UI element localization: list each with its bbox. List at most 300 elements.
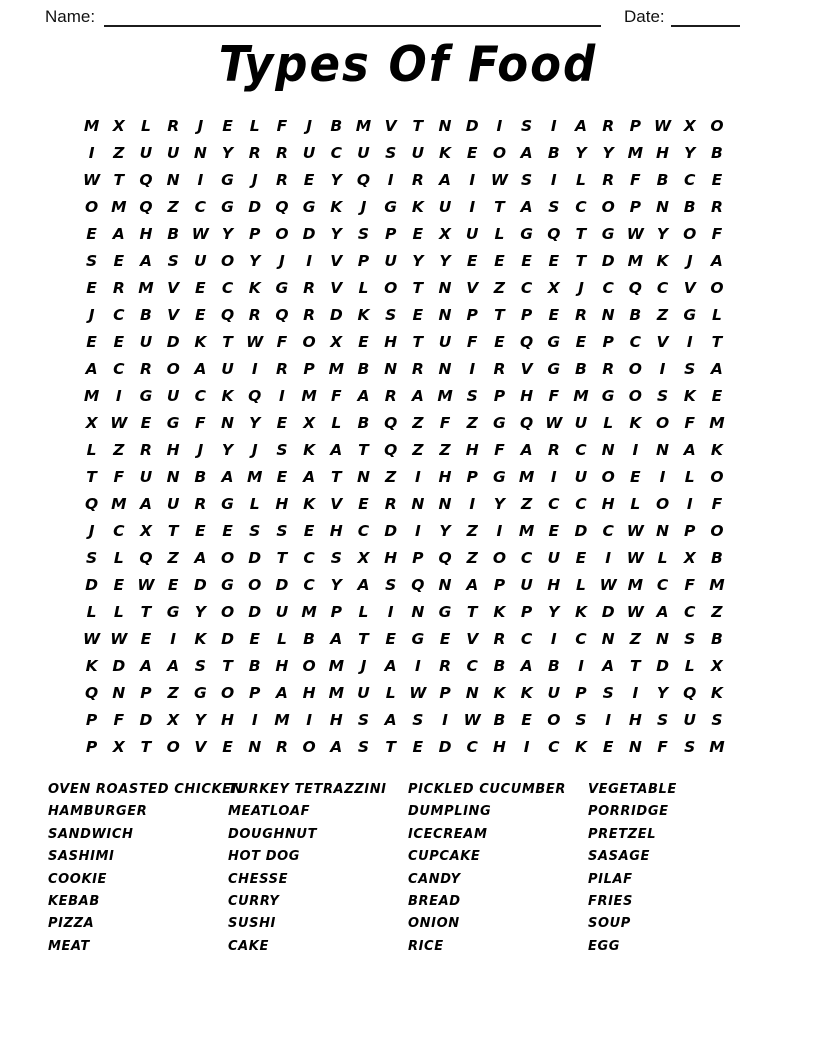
- grid-letter: L: [576, 575, 586, 594]
- grid-letter: Y: [249, 251, 261, 270]
- grid-letter: Q: [411, 575, 425, 594]
- grid-letter: R: [602, 359, 615, 378]
- grid-letter: Q: [356, 170, 371, 189]
- grid-letter: L: [385, 683, 396, 702]
- grid-row: [78, 193, 731, 220]
- grid-letter: H: [492, 737, 506, 756]
- grid-letter: D: [465, 116, 479, 135]
- grid-letter: Y: [602, 143, 614, 162]
- grid-letter: S: [357, 710, 370, 729]
- grid-letter: A: [85, 359, 98, 378]
- grid-letter: Q: [275, 197, 289, 216]
- word-list-column: [588, 779, 768, 958]
- grid-letter: A: [710, 359, 723, 378]
- grid-letter: J: [360, 656, 367, 675]
- grid-letter: M: [627, 575, 644, 594]
- grid-letter: T: [276, 548, 288, 567]
- grid-letter: B: [303, 629, 315, 648]
- grid-letter: R: [493, 629, 506, 648]
- grid-letter: C: [548, 737, 560, 756]
- grid-letter: H: [520, 386, 534, 405]
- grid-letter: S: [357, 737, 370, 756]
- grid-row: [78, 598, 731, 625]
- grid-letter: F: [439, 413, 451, 432]
- grid-letter: F: [113, 710, 125, 729]
- grid-letter: T: [711, 332, 723, 351]
- grid-letter: C: [520, 629, 533, 648]
- grid-letter: G: [221, 197, 234, 216]
- word-item: TURKEY TETRAZZINI: [228, 782, 387, 797]
- grid-letter: I: [550, 629, 557, 648]
- grid-letter: I: [469, 197, 476, 216]
- grid-letter: B: [656, 170, 669, 189]
- puzzle-title: Types Of Food: [218, 35, 598, 94]
- grid-letter: E: [222, 737, 233, 756]
- grid-letter: B: [194, 467, 207, 486]
- word-item: ICECREAM: [408, 826, 488, 842]
- grid-letter: O: [628, 359, 642, 378]
- grid-letter: P: [85, 710, 98, 729]
- grid-letter: E: [521, 710, 532, 729]
- grid-letter: N: [248, 737, 262, 756]
- grid-letter: I: [442, 710, 448, 729]
- grid-letter: P: [575, 683, 587, 702]
- grid-letter: K: [303, 440, 316, 459]
- grid-letter: A: [656, 602, 669, 621]
- grid-row: [78, 112, 731, 139]
- grid-letter: X: [112, 737, 125, 756]
- grid-letter: E: [548, 305, 560, 324]
- grid-letter: Y: [412, 251, 424, 270]
- grid-letter: J: [88, 305, 95, 324]
- grid-letter: E: [276, 413, 288, 432]
- grid-letter: B: [547, 656, 560, 675]
- grid-letter: Y: [493, 494, 506, 513]
- grid-letter: A: [330, 737, 343, 756]
- grid-letter: S: [249, 521, 261, 540]
- grid-letter: T: [167, 521, 179, 540]
- grid-letter: E: [86, 332, 97, 351]
- grid-letter: V: [194, 737, 207, 756]
- grid-letter: Y: [249, 413, 261, 432]
- grid-letter: K: [683, 386, 696, 405]
- grid-letter: N: [166, 467, 180, 486]
- grid-letter: P: [520, 305, 533, 324]
- grid-letter: I: [469, 359, 476, 378]
- grid-letter: T: [358, 440, 369, 459]
- grid-letter: L: [249, 494, 260, 513]
- grid-letter: X: [330, 332, 343, 351]
- grid-letter: E: [140, 629, 152, 648]
- grid-letter: G: [275, 278, 289, 297]
- grid-letter: G: [221, 170, 234, 189]
- grid-letter: W: [626, 224, 644, 243]
- grid-letter: D: [601, 602, 615, 621]
- grid-letter: Y: [548, 602, 560, 621]
- grid-letter: V: [683, 278, 696, 297]
- grid-letter: F: [711, 494, 723, 513]
- grid-letter: O: [655, 413, 670, 432]
- grid-letter: Y: [575, 143, 587, 162]
- grid-letter: H: [275, 656, 289, 675]
- grid-letter: M: [518, 467, 535, 486]
- grid-row: [78, 490, 731, 517]
- grid-letter: E: [521, 251, 532, 270]
- word-item: CUPCAKE: [408, 849, 481, 865]
- grid-letter: U: [275, 602, 289, 621]
- grid-letter: C: [602, 278, 614, 297]
- grid-letter: A: [439, 170, 452, 189]
- grid-letter: B: [629, 305, 642, 324]
- grid-letter: S: [684, 629, 696, 648]
- word-item: FRIES: [588, 893, 633, 909]
- grid-letter: G: [520, 224, 533, 243]
- grid-letter: I: [251, 359, 258, 378]
- grid-letter: P: [466, 305, 478, 324]
- grid-letter: Z: [656, 305, 669, 324]
- grid-letter: U: [166, 494, 180, 513]
- grid-letter: P: [249, 224, 261, 243]
- grid-letter: L: [603, 413, 614, 432]
- grid-letter: X: [85, 413, 98, 432]
- word-item: OVEN ROASTED CHICKEN: [48, 782, 244, 797]
- grid-letter: N: [384, 359, 398, 378]
- grid-letter: X: [439, 224, 451, 243]
- grid-letter: S: [575, 710, 587, 729]
- grid-letter: M: [355, 116, 372, 135]
- grid-row: [78, 409, 731, 436]
- word-item: CHESSE: [228, 871, 289, 887]
- grid-letter: D: [85, 575, 99, 594]
- grid-letter: G: [683, 305, 697, 324]
- grid-letter: F: [276, 332, 288, 351]
- grid-letter: E: [195, 521, 206, 540]
- grid-letter: E: [140, 413, 152, 432]
- grid-letter: M: [328, 359, 344, 378]
- grid-letter: S: [684, 359, 696, 378]
- word-item: PORRIDGE: [588, 804, 669, 820]
- grid-letter: F: [684, 413, 696, 432]
- grid-row: [78, 274, 731, 301]
- grid-letter: M: [274, 710, 290, 729]
- grid-letter: K: [574, 602, 587, 621]
- grid-letter: Z: [629, 629, 641, 648]
- grid-letter: A: [466, 575, 479, 594]
- grid-letter: G: [493, 467, 506, 486]
- grid-letter: I: [632, 440, 639, 459]
- grid-letter: N: [601, 305, 615, 324]
- grid-letter: K: [330, 197, 343, 216]
- grid-letter: A: [710, 251, 723, 270]
- grid-letter: Q: [520, 413, 534, 432]
- grid-letter: K: [493, 602, 506, 621]
- grid-letter: C: [629, 332, 642, 351]
- grid-letter: R: [575, 305, 587, 324]
- word-item: SANDWICH: [48, 826, 134, 842]
- grid-letter: J: [88, 521, 95, 540]
- grid-letter: T: [630, 656, 641, 675]
- grid-letter: F: [630, 170, 641, 189]
- grid-letter: R: [275, 143, 288, 162]
- grid-letter: U: [357, 683, 370, 702]
- grid-letter: C: [221, 278, 234, 297]
- date-label: Date:: [624, 7, 665, 26]
- grid-letter: Z: [412, 440, 424, 459]
- grid-letter: M: [138, 278, 154, 297]
- grid-letter: T: [575, 251, 587, 270]
- grid-letter: D: [166, 332, 180, 351]
- grid-letter: K: [248, 278, 261, 297]
- grid-letter: C: [575, 440, 587, 459]
- grid-letter: A: [139, 656, 152, 675]
- grid-letter: E: [711, 386, 723, 405]
- grid-letter: A: [574, 116, 587, 135]
- grid-letter: L: [684, 467, 695, 486]
- grid-letter: C: [575, 494, 587, 513]
- grid-letter: E: [466, 251, 478, 270]
- grid-letter: S: [412, 710, 424, 729]
- grid-letter: E: [466, 143, 478, 162]
- word-item: VEGETABLE: [588, 782, 677, 797]
- word-item: DUMPLING: [408, 804, 492, 820]
- grid-letter: I: [387, 170, 394, 189]
- grid-letter: I: [170, 629, 177, 648]
- word-item: CAKE: [228, 938, 269, 954]
- grid-letter: Y: [194, 602, 206, 621]
- grid-letter: W: [110, 413, 128, 432]
- word-item: BREAD: [408, 893, 461, 909]
- grid-row: [78, 706, 731, 733]
- grid-letter: D: [248, 548, 262, 567]
- grid-letter: Z: [466, 413, 478, 432]
- grid-letter: Y: [221, 143, 234, 162]
- grid-letter: Z: [385, 467, 397, 486]
- grid-letter: G: [166, 602, 180, 621]
- grid-letter: U: [194, 251, 207, 270]
- grid-letter: A: [221, 467, 234, 486]
- grid-letter: K: [221, 386, 234, 405]
- grid-letter: N: [628, 737, 642, 756]
- grid-letter: J: [251, 440, 258, 459]
- grid-letter: A: [139, 251, 152, 270]
- grid-letter: P: [684, 521, 696, 540]
- grid-letter: K: [520, 683, 533, 702]
- grid-letter: G: [547, 332, 561, 351]
- grid-letter: O: [710, 467, 724, 486]
- grid-letter: G: [384, 197, 398, 216]
- grid-letter: C: [684, 602, 696, 621]
- word-item: PRETZEL: [588, 826, 657, 842]
- grid-letter: S: [711, 710, 723, 729]
- grid-letter: C: [113, 305, 125, 324]
- grid-letter: I: [414, 467, 421, 486]
- grid-letter: B: [140, 305, 152, 324]
- grid-letter: A: [520, 440, 533, 459]
- grid-letter: N: [221, 413, 235, 432]
- grid-letter: L: [113, 602, 124, 621]
- grid-letter: H: [329, 521, 343, 540]
- word-item: COOKIE: [48, 871, 108, 887]
- grid-letter: E: [358, 332, 369, 351]
- grid-letter: K: [710, 440, 723, 459]
- grid-letter: R: [411, 170, 424, 189]
- grid-letter: N: [411, 494, 425, 513]
- grid-letter: U: [166, 143, 180, 162]
- grid-letter: Z: [113, 143, 125, 162]
- grid-letter: M: [573, 386, 589, 405]
- grid-letter: T: [113, 170, 125, 189]
- grid-letter: N: [112, 683, 126, 702]
- grid-letter: P: [629, 197, 642, 216]
- grid-letter: H: [329, 710, 343, 729]
- grid-letter: Q: [547, 224, 561, 243]
- grid-letter: Q: [139, 197, 153, 216]
- grid-letter: B: [710, 629, 723, 648]
- grid-letter: M: [518, 521, 535, 540]
- grid-row: [78, 652, 731, 679]
- grid-row: [78, 733, 731, 760]
- grid-letter: Z: [493, 278, 506, 297]
- grid-letter: N: [411, 602, 425, 621]
- grid-letter: T: [358, 629, 369, 648]
- grid-letter: W: [110, 629, 128, 648]
- grid-letter: H: [465, 440, 479, 459]
- grid-letter: J: [197, 116, 204, 135]
- grid-letter: N: [656, 440, 670, 459]
- grid-letter: E: [86, 224, 97, 243]
- grid-letter: D: [193, 575, 207, 594]
- grid-letter: S: [466, 386, 478, 405]
- grid-letter: N: [465, 683, 479, 702]
- grid-letter: L: [657, 548, 668, 567]
- grid-letter: G: [438, 602, 452, 621]
- grid-letter: Y: [656, 683, 669, 702]
- grid-letter: K: [357, 305, 370, 324]
- grid-letter: U: [139, 332, 153, 351]
- grid-letter: Q: [520, 332, 534, 351]
- grid-letter: D: [248, 602, 262, 621]
- grid-letter: Z: [711, 602, 723, 621]
- grid-letter: S: [656, 386, 669, 405]
- grid-letter: R: [248, 305, 261, 324]
- grid-letter: R: [275, 170, 288, 189]
- grid-row: [78, 166, 731, 193]
- grid-letter: C: [575, 197, 587, 216]
- grid-letter: M: [111, 494, 127, 513]
- grid-letter: Y: [330, 575, 342, 594]
- grid-letter: W: [490, 170, 508, 189]
- grid-letter: Z: [167, 683, 179, 702]
- grid-letter: V: [330, 278, 343, 297]
- grid-letter: T: [140, 602, 152, 621]
- grid-letter: I: [306, 251, 312, 270]
- grid-letter: A: [139, 494, 152, 513]
- grid-letter: D: [302, 224, 316, 243]
- grid-letter: N: [438, 575, 452, 594]
- grid-letter: N: [601, 440, 615, 459]
- name-label: Name:: [45, 7, 96, 26]
- grid-letter: D: [221, 629, 234, 648]
- grid-letter: E: [575, 332, 587, 351]
- grid-letter: R: [303, 305, 316, 324]
- grid-letter: X: [547, 278, 560, 297]
- grid-letter: F: [195, 413, 206, 432]
- grid-letter: E: [249, 629, 261, 648]
- grid-letter: H: [139, 224, 153, 243]
- grid-letter: L: [576, 170, 586, 189]
- grid-letter: R: [248, 143, 261, 162]
- grid-letter: Q: [384, 440, 398, 459]
- grid-letter: U: [574, 467, 588, 486]
- grid-letter: S: [656, 710, 669, 729]
- grid-letter: D: [384, 521, 398, 540]
- grid-letter: U: [547, 683, 561, 702]
- grid-letter: N: [438, 359, 452, 378]
- grid-letter: D: [601, 251, 615, 270]
- grid-letter: B: [167, 224, 180, 243]
- grid-letter: T: [222, 656, 233, 675]
- grid-letter: Q: [438, 548, 452, 567]
- word-item: CANDY: [408, 871, 461, 887]
- grid-letter: L: [141, 116, 151, 135]
- grid-letter: L: [684, 656, 695, 675]
- grid-letter: Q: [275, 305, 289, 324]
- grid-letter: W: [599, 575, 617, 594]
- grid-letter: E: [358, 494, 369, 513]
- grid-letter: O: [601, 197, 615, 216]
- grid-letter: B: [248, 656, 261, 675]
- grid-letter: P: [384, 224, 397, 243]
- grid-letter: A: [520, 143, 533, 162]
- grid-letter: U: [357, 143, 370, 162]
- grid-letter: V: [520, 359, 533, 378]
- grid-letter: B: [357, 413, 370, 432]
- grid-letter: W: [83, 170, 101, 189]
- grid-letter: A: [330, 629, 343, 648]
- grid-letter: C: [656, 575, 669, 594]
- grid-letter: D: [248, 197, 262, 216]
- grid-letter: F: [684, 575, 696, 594]
- grid-letter: G: [221, 494, 234, 513]
- grid-letter: X: [710, 656, 723, 675]
- word-list-column: [408, 779, 588, 958]
- grid-letter: R: [303, 278, 316, 297]
- word-item: CURRY: [228, 893, 280, 909]
- grid-letter: U: [384, 251, 397, 270]
- grid-letter: I: [578, 656, 584, 675]
- grid-letter: I: [496, 116, 503, 135]
- grid-letter: M: [247, 467, 263, 486]
- grid-letter: V: [167, 278, 180, 297]
- grid-letter: Y: [330, 170, 342, 189]
- grid-letter: K: [411, 197, 424, 216]
- grid-letter: C: [656, 278, 669, 297]
- grid-letter: H: [384, 548, 398, 567]
- date-blank-line: [671, 4, 740, 27]
- grid-letter: I: [523, 737, 530, 756]
- grid-letter: Q: [628, 278, 642, 297]
- grid-letter: E: [412, 737, 424, 756]
- grid-letter: I: [279, 386, 285, 405]
- grid-letter: A: [602, 656, 615, 675]
- word-item: SASAGE: [588, 849, 650, 865]
- grid-letter: B: [493, 710, 506, 729]
- word-item: SOUP: [588, 916, 631, 932]
- word-search-grid: [78, 112, 731, 760]
- grid-letter: P: [330, 602, 342, 621]
- grid-letter: N: [656, 629, 670, 648]
- grid-letter: U: [547, 548, 561, 567]
